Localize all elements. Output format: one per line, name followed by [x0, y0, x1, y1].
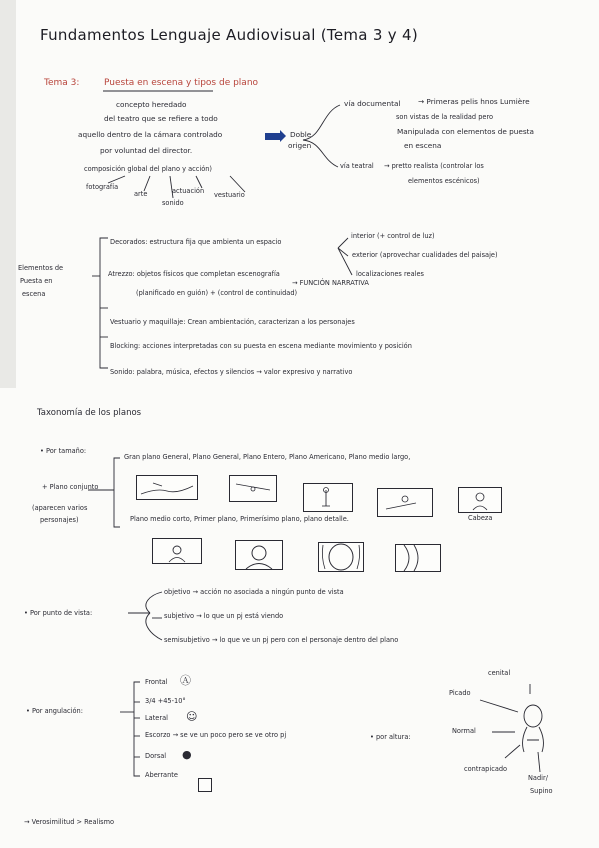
angulo-item: Dorsal [145, 752, 167, 760]
plano-conjunto-note: (aparecen varios [32, 504, 88, 512]
angulo-item: Lateral [145, 714, 168, 722]
comp-item: vestuario [214, 191, 245, 199]
documental-note: son vistas de la realidad pero [396, 113, 494, 121]
atrezzo-arrow: → FUNCIÓN NARRATIVA [292, 279, 369, 287]
decorados-exterior: exterior (aprovechar cualidades del paisaje) [352, 251, 498, 259]
plano-conjunto-note: personajes) [40, 516, 79, 524]
doble-origen-label: origen [288, 141, 312, 150]
composicion-note: composición global del plano y acción) [84, 165, 212, 173]
elementos-label: Elementos de [18, 264, 64, 272]
head-side-icon: ☺ [186, 710, 198, 723]
angulo-item: 3/4 +45-10° [145, 697, 186, 705]
via-teatral-label: vía teatral [340, 162, 374, 170]
page-title: Fundamentos Lenguaje Audiovisual (Tema 3 y 4) [40, 26, 418, 44]
comp-item: actuación [172, 187, 205, 195]
planos-row1: Gran plano General, Plano General, Plano Entero, Plano Americano, Plano medio largo, [124, 453, 411, 461]
vestuario-line: Vestuario y maquillaje: Crean ambientación, caracterizan a los personajes [110, 318, 355, 326]
shot-sketch-plano-detalle [395, 544, 441, 572]
shot-sketch-plano-americano [377, 488, 433, 517]
comp-item: arte [134, 190, 148, 198]
shot-sketch-plano-general [229, 475, 277, 502]
altura-cenital: cenital [488, 669, 511, 677]
documental-note: Manipulada con elementos de puesta [397, 127, 535, 136]
taxonomia-heading: Taxonomía de los planos [37, 408, 142, 418]
sonido-line: Sonido: palabra, música, efectos y silencios → valor expresivo y narrativo [110, 368, 353, 376]
altura-normal: Normal [452, 727, 476, 735]
blue-arrow-icon [265, 133, 281, 140]
shot-sketch-plano-entero [303, 483, 353, 512]
angulo-item: Escorzo → se ve un poco pero se ve otro pj [145, 731, 287, 739]
altura-picado: Picado [449, 689, 471, 697]
elementos-label: escena [22, 290, 46, 298]
shot-sketch-plano-medio-corto [152, 538, 202, 564]
angulo-item: Frontal [145, 678, 168, 686]
altura-supino: Supino [530, 787, 553, 795]
documental-note: → Primeras pelis hnos Lumière [418, 97, 530, 106]
head-front-icon: Ⓐ [180, 674, 191, 687]
concept-line: del teatro que se refiere a todo [104, 114, 218, 123]
altura-contrapicado: contrapicado [464, 765, 508, 773]
angulo-item: Aberrante [145, 771, 178, 779]
head-back-icon: ● [182, 748, 192, 761]
plano-conjunto-label: + Plano conjunto [42, 483, 99, 491]
subjetivo-line: subjetivo → lo que un pj está viendo [164, 612, 284, 620]
objetivo-line: objetivo → acción no asociada a ningún punto de vista [164, 588, 344, 596]
concept-line: aquello dentro de la cámara controlado [78, 130, 223, 139]
decorados-localizaciones: localizaciones reales [356, 270, 424, 278]
tilted-frame-icon [198, 778, 212, 792]
por-altura-label: • por altura: [370, 733, 411, 741]
decorados-interior: interior (+ control de luz) [351, 232, 435, 240]
planos-row2: Plano medio corto, Primer plano, Primerísimo plano, plano detalle. [130, 515, 349, 523]
shot-sketch-primerisimo-plano [318, 542, 364, 572]
concept-line: por voluntad del director. [100, 146, 193, 155]
tema-prefix: Tema 3: [44, 78, 80, 88]
altura-nadir: Nadir/ [528, 774, 548, 782]
tema-heading: Puesta en escena y tipos de plano [104, 78, 259, 88]
comp-item: sonido [162, 199, 184, 207]
shot-caption: Cabeza [468, 514, 493, 522]
blocking-line: Blocking: acciones interpretadas con su puesta en escena mediante movimiento y posición [110, 342, 412, 350]
documental-note: en escena [404, 141, 442, 150]
via-documental-label: vía documental [344, 99, 401, 108]
semisubjetivo-line: semisubjetivo → lo que ve un pj pero con el personaje dentro del plano [164, 636, 399, 644]
shot-sketch-plano-medio-largo [458, 487, 502, 513]
doble-origen-label: Doble [290, 130, 312, 139]
concept-line: concepto heredado [116, 100, 187, 109]
por-tamano-label: • Por tamaño: [40, 447, 87, 455]
teatral-note: → pretto realista (controlar los [384, 162, 484, 170]
atrezzo-line: Atrezzo: objetos físicos que completan escenografía [108, 270, 280, 278]
elementos-label: Puesta en [20, 277, 53, 285]
teatral-note: elementos escénicos) [408, 177, 480, 185]
por-punto-label: • Por punto de vista: [24, 609, 93, 617]
decorados-line: Decorados: estructura fija que ambienta un espacio [110, 238, 282, 246]
shot-sketch-primer-plano [235, 540, 283, 570]
comp-item: fotografía [86, 183, 119, 191]
verosimilitud-note: → Verosimilitud > Realismo [24, 818, 115, 826]
por-angulacion-label: • Por angulación: [26, 707, 83, 715]
shot-sketch-gran-plano-general [136, 475, 198, 500]
atrezzo-sub: (planificado en guión) + (control de continuidad) [136, 289, 298, 297]
